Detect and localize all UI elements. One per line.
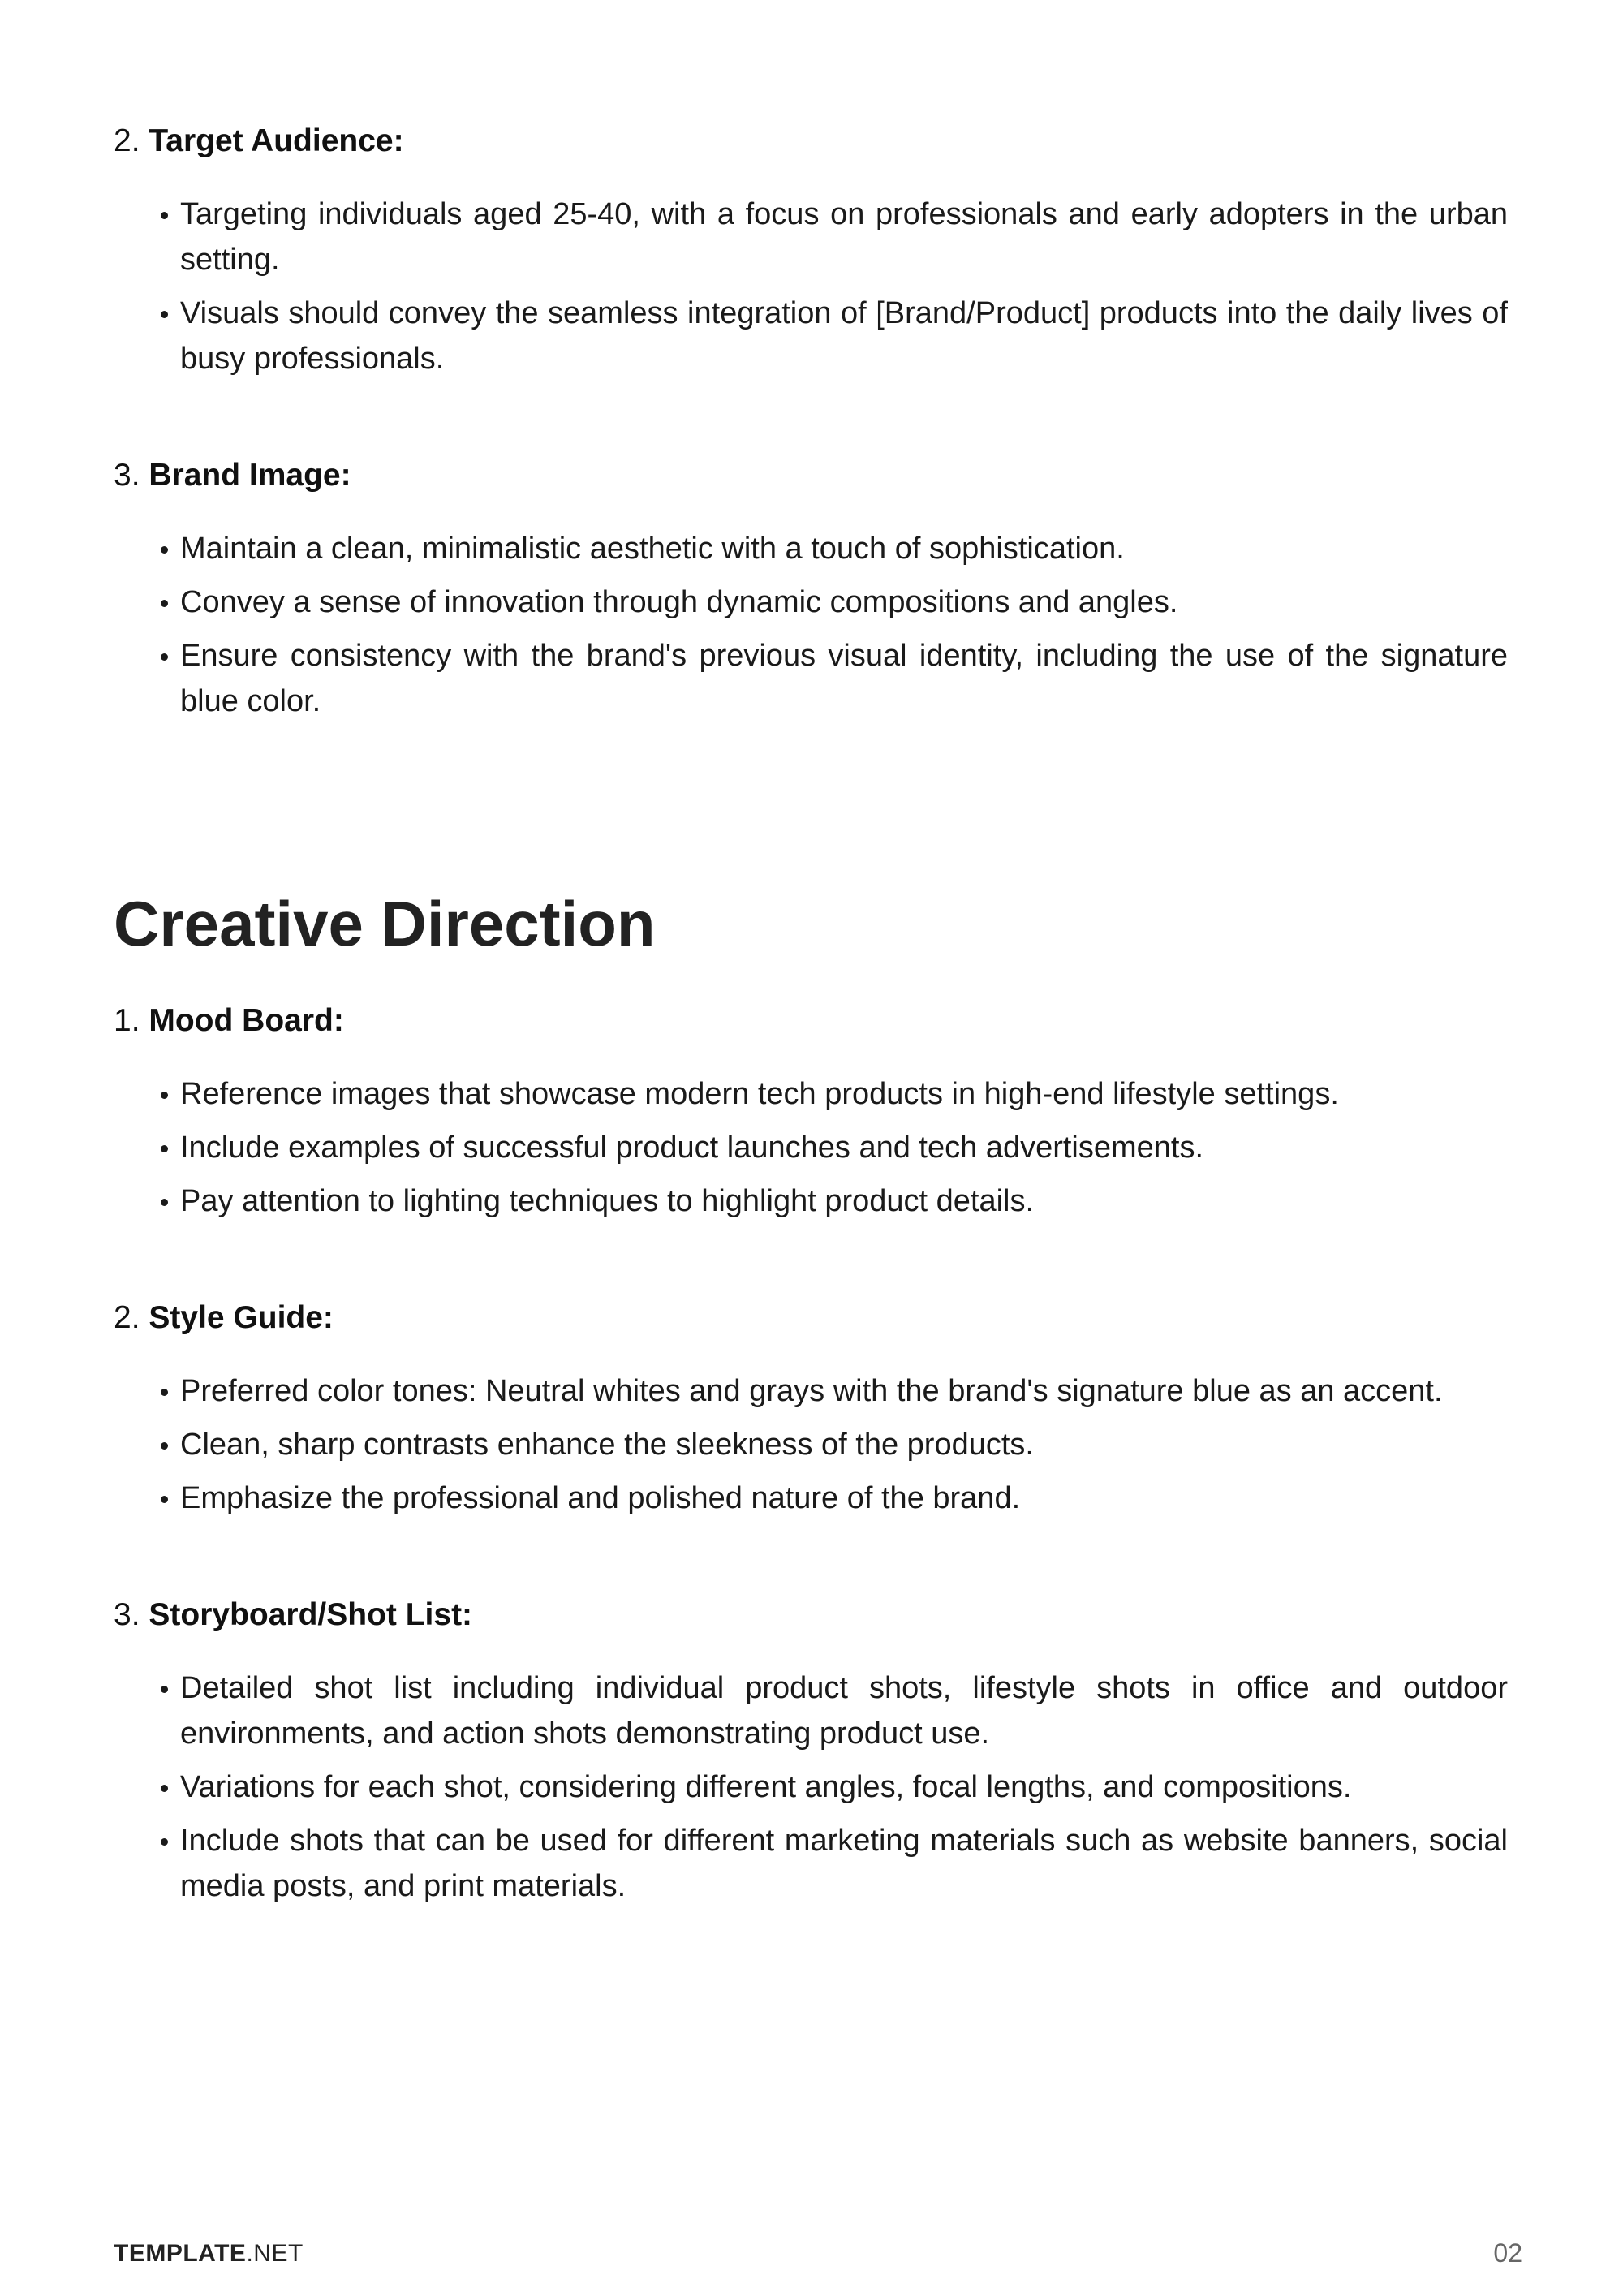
section-title: Style Guide: [149, 1300, 334, 1335]
section-title: Mood Board: [149, 1003, 344, 1038]
list-item: Include examples of successful product launches and tech advertisements. [180, 1125, 1508, 1170]
footer-brand-bold: TEMPLATE [114, 2240, 247, 2267]
list-item: Clean, sharp contrasts enhance the sleekness of the products. [180, 1422, 1508, 1467]
section-mood-board [114, 1002, 1508, 1224]
list-item: Reference images that showcase modern tech products in high-end lifestyle settings. [180, 1071, 1508, 1117]
bullet-list [114, 1368, 1508, 1521]
section-number: 3. [114, 1597, 140, 1632]
bullet-list [114, 1071, 1508, 1224]
list-item: Emphasize the professional and polished nature of the brand. [180, 1475, 1508, 1521]
section-title: Brand Image: [149, 458, 351, 493]
list-item: Preferred color tones: Neutral whites and grays with the brand's signature blue as an accent. [180, 1368, 1508, 1414]
list-item: Include shots that can be used for different marketing materials such as website banners, social media posts, and print materials. [180, 1818, 1508, 1909]
page-content [114, 122, 1508, 1917]
section-number: 2. [114, 123, 140, 158]
section-heading [114, 122, 1508, 161]
section-heading [114, 1299, 1508, 1338]
section-target-audience [114, 122, 1508, 381]
list-item: Variations for each shot, considering different angles, focal lengths, and compositions. [180, 1764, 1508, 1810]
list-item: Ensure consistency with the brand's previous visual identity, including the use of the signature blue color. [180, 633, 1508, 724]
list-item: Detailed shot list including individual product shots, lifestyle shots in office and outdoor environments, and action shots demonstrating product use. [180, 1665, 1508, 1756]
section-heading [114, 1002, 1508, 1040]
bullet-list [114, 526, 1508, 724]
bullet-list [114, 1665, 1508, 1909]
page-number: 02 [1493, 2238, 1522, 2268]
footer-brand-suffix: .NET [246, 2240, 304, 2267]
section-heading [114, 456, 1508, 495]
list-item: Targeting individuals aged 25-40, with a focus on professionals and early adopters in the urban setting. [180, 192, 1508, 282]
list-item: Pay attention to lighting techniques to highlight product details. [180, 1178, 1508, 1224]
list-item: Maintain a clean, minimalistic aesthetic with a touch of sophistication. [180, 526, 1508, 571]
section-number: 2. [114, 1300, 140, 1335]
list-item: Convey a sense of innovation through dynamic compositions and angles. [180, 579, 1508, 625]
section-number: 3. [114, 458, 140, 493]
section-storyboard-shot-list [114, 1596, 1508, 1909]
section-heading [114, 1596, 1508, 1635]
bullet-list [114, 192, 1508, 381]
section-style-guide [114, 1299, 1508, 1521]
section-title: Storyboard/Shot List: [149, 1597, 473, 1632]
section-brand-image [114, 456, 1508, 724]
page-title: Creative Direction [114, 888, 656, 959]
footer-brand-logo [114, 2240, 304, 2268]
section-title: Target Audience: [149, 123, 404, 158]
section-number: 1. [114, 1003, 140, 1038]
list-item: Visuals should convey the seamless integration of [Brand/Product] products into the daily lives of busy professionals. [180, 291, 1508, 381]
